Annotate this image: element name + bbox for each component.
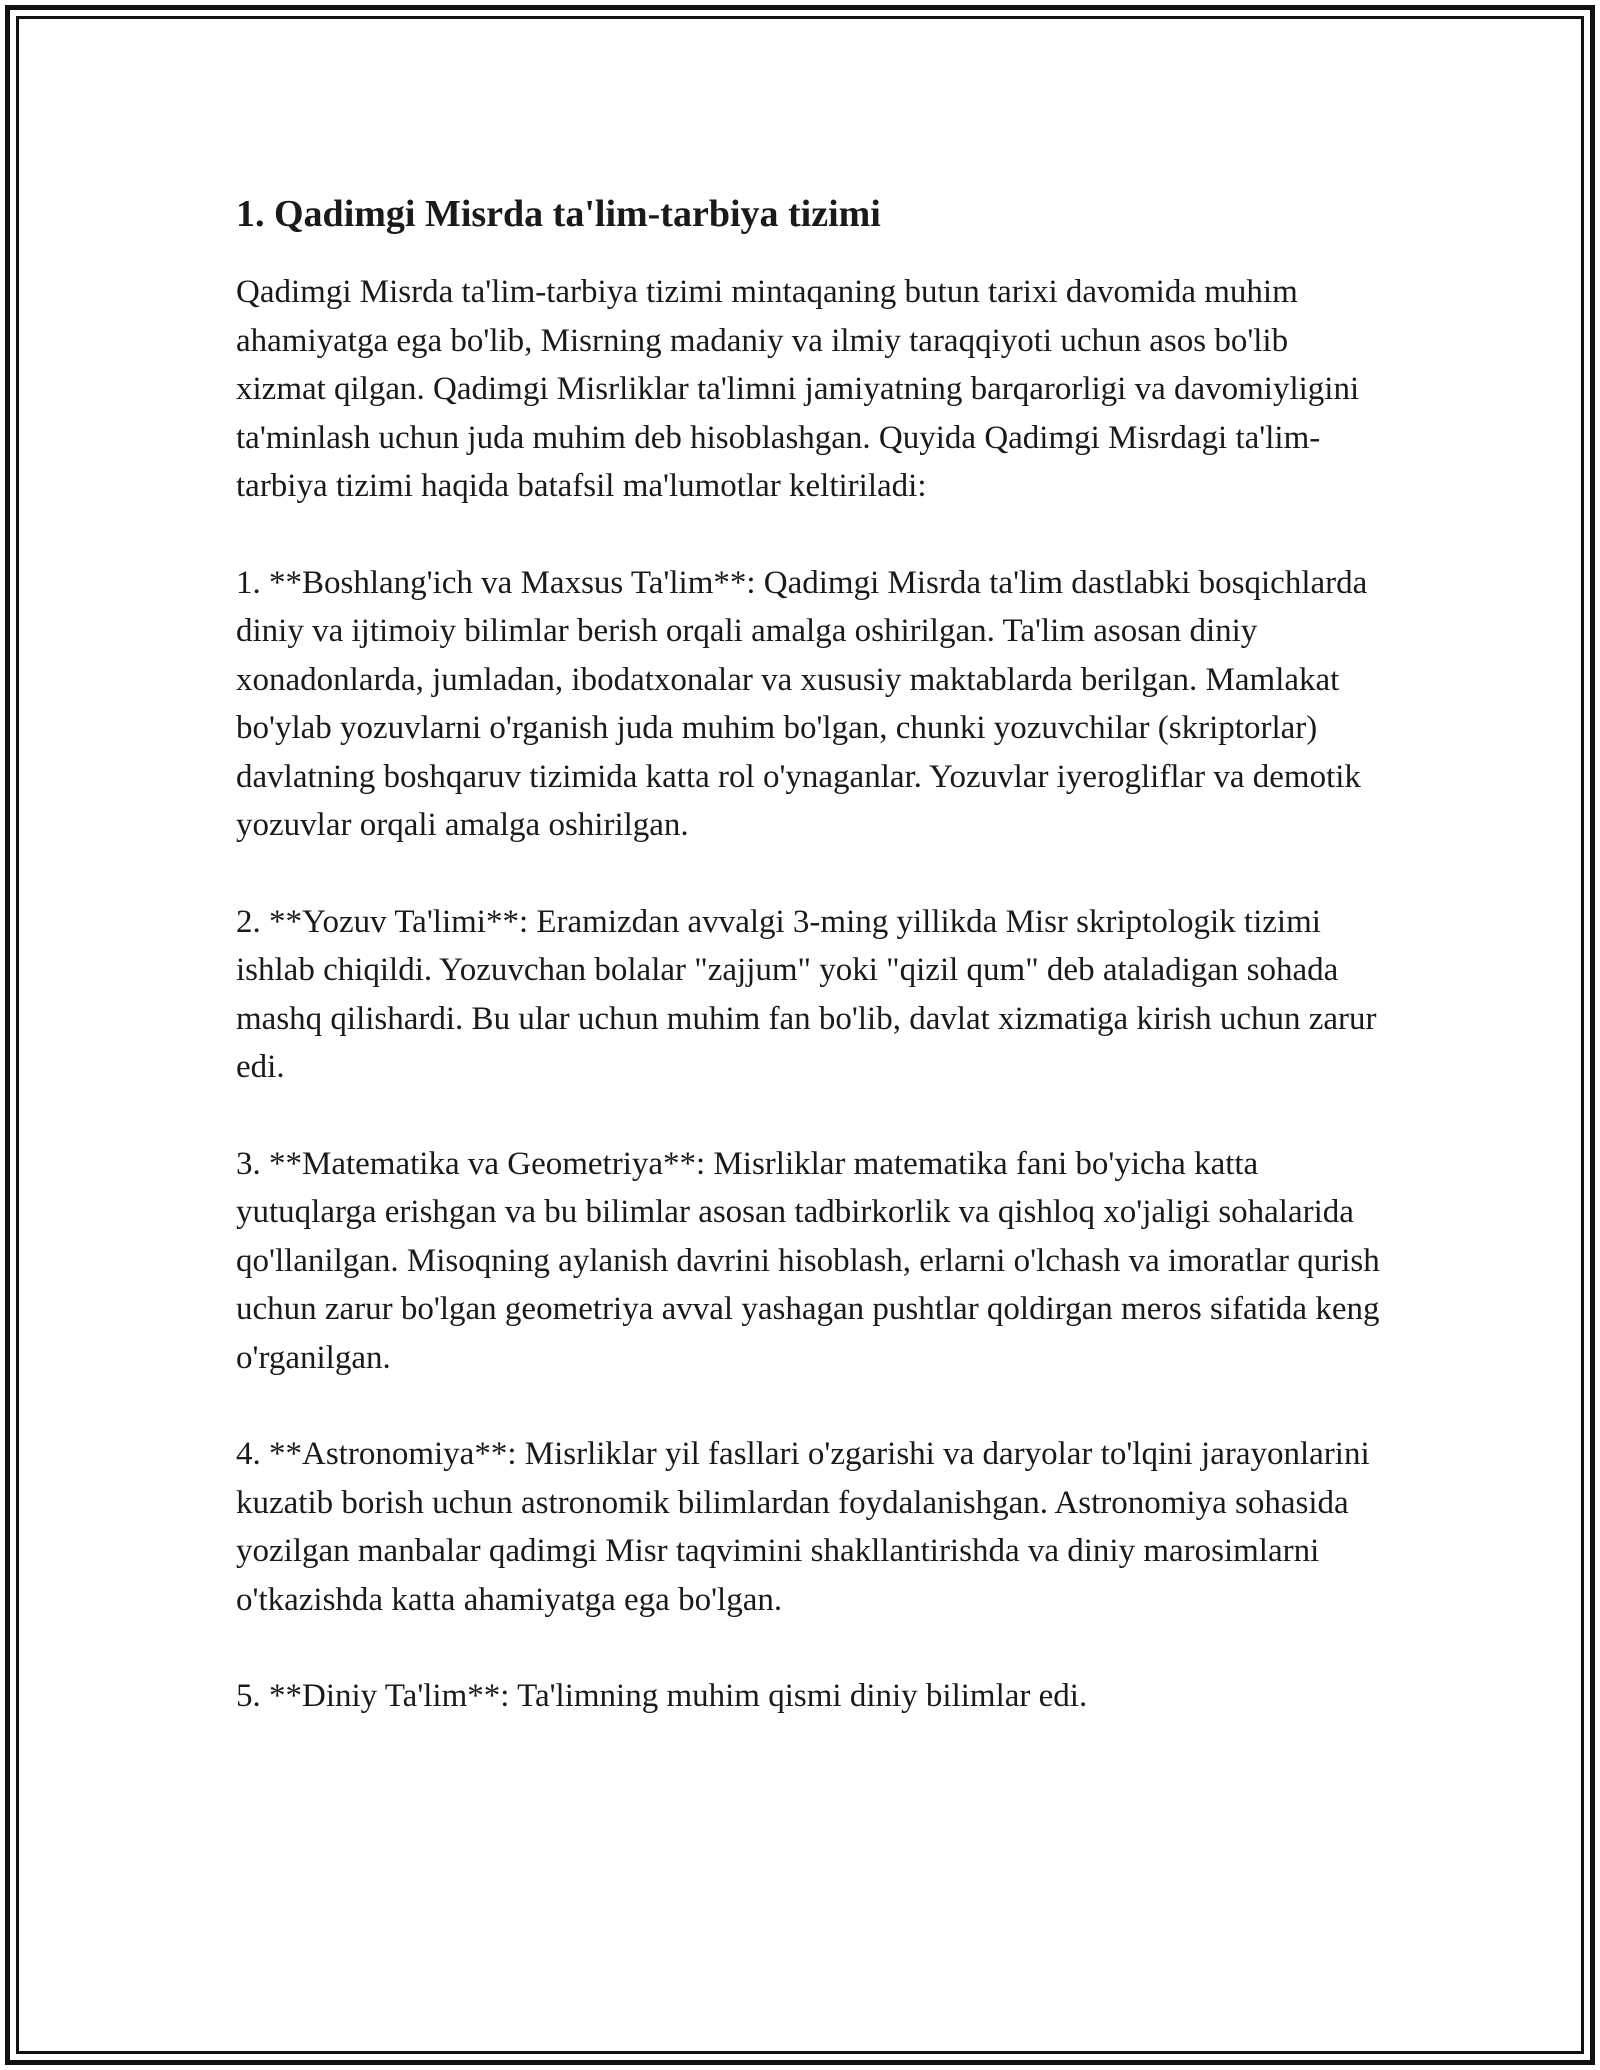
intro-paragraph: Qadimgi Misrda ta'lim-tarbiya tizimi mintaqaning butun tarixi davomida muhim ahamiyatga ega bo'lib, Misrning madaniy va ilmiy taraqqiyoti uchun asos bo'lib xizmat qilgan. Qadimgi Misrliklar ta'limni jamiyatning barqarorligi va davomiyligini ta'minlash uchun juda muhim deb hisoblashgan. Quyida Qadimgi Misrdagi ta'lim-tarbiya tizimi haqida batafsil ma'lumotlar keltiriladi: — [236, 274, 1360, 504]
paragraph-yozuv-talimi: 2. **Yozuv Ta'limi**: Eramizdan avvalgi 3-ming yillikda Misr skriptologik tizimi ishlab chiqildi. Yozuvchan bolalar "zajjum" yoki "qizil qum" deb ataladigan sohada mashq qilishardi. Bu ular uchun muhim fan bo'lib, davlat xizmatiga kirish uchun zarur edi. — [236, 903, 1377, 1085]
document-body — [236, 186, 1386, 1769]
paragraph-diniy-talim: 5. **Diniy Ta'lim**: Ta'limning muhim qismi diniy bilimlar edi. — [236, 1678, 1088, 1714]
paragraph-boshlangich-talim: 1. **Boshlang'ich va Maxsus Ta'lim**: Qadimgi Misrda ta'lim dastlabki bosqichlarda diniy va ijtimoiy bilimlar berish orqali amalga oshirilgan. Ta'lim asosan diniy xonadonlarda, jumladan, ibodatxonalar va xususiy maktablarda berilgan. Mamlakat bo'ylab yozuvlarni o'rganish juda muhim bo'lgan, chunki yozuvchilar (skriptorlar) davlatning boshqaruv tizimida katta rol o'ynaganlar. Yozuvlar iyerogliflar va demotik yozuvlar orqali amalga oshirilgan. — [236, 564, 1368, 843]
paragraph-matematika: 3. **Matematika va Geometriya**: Misrliklar matematika fani bo'yicha katta yutuqlarga erishgan va bu bilimlar asosan tadbirkorlik va qishloq xo'jaligi sohalarida qo'llanilgan. Misoqning aylanish davrini hisoblash, erlarni o'lchash va imoratlar qurish uchun zarur bo'lgan geometriya avval yashagan pushtlar qoldirgan meros sifatida keng o'rganilgan. — [236, 1145, 1380, 1376]
document-heading: 1. Qadimgi Misrda ta'lim-tarbiya tizimi — [236, 193, 881, 235]
paragraph-astronomiya: 4. **Astronomiya**: Misrliklar yil fasllari o'zgarishi va daryolar to'lqini jarayonlarini kuzatib borish uchun astronomik bilimlardan foydalanishgan. Astronomiya sohasida yozilgan manbalar qadimgi Misr taqvimini shakllantirishda va diniy marosimlarni o'tkazishda katta ahamiyatga ega bo'lgan. — [236, 1436, 1370, 1618]
